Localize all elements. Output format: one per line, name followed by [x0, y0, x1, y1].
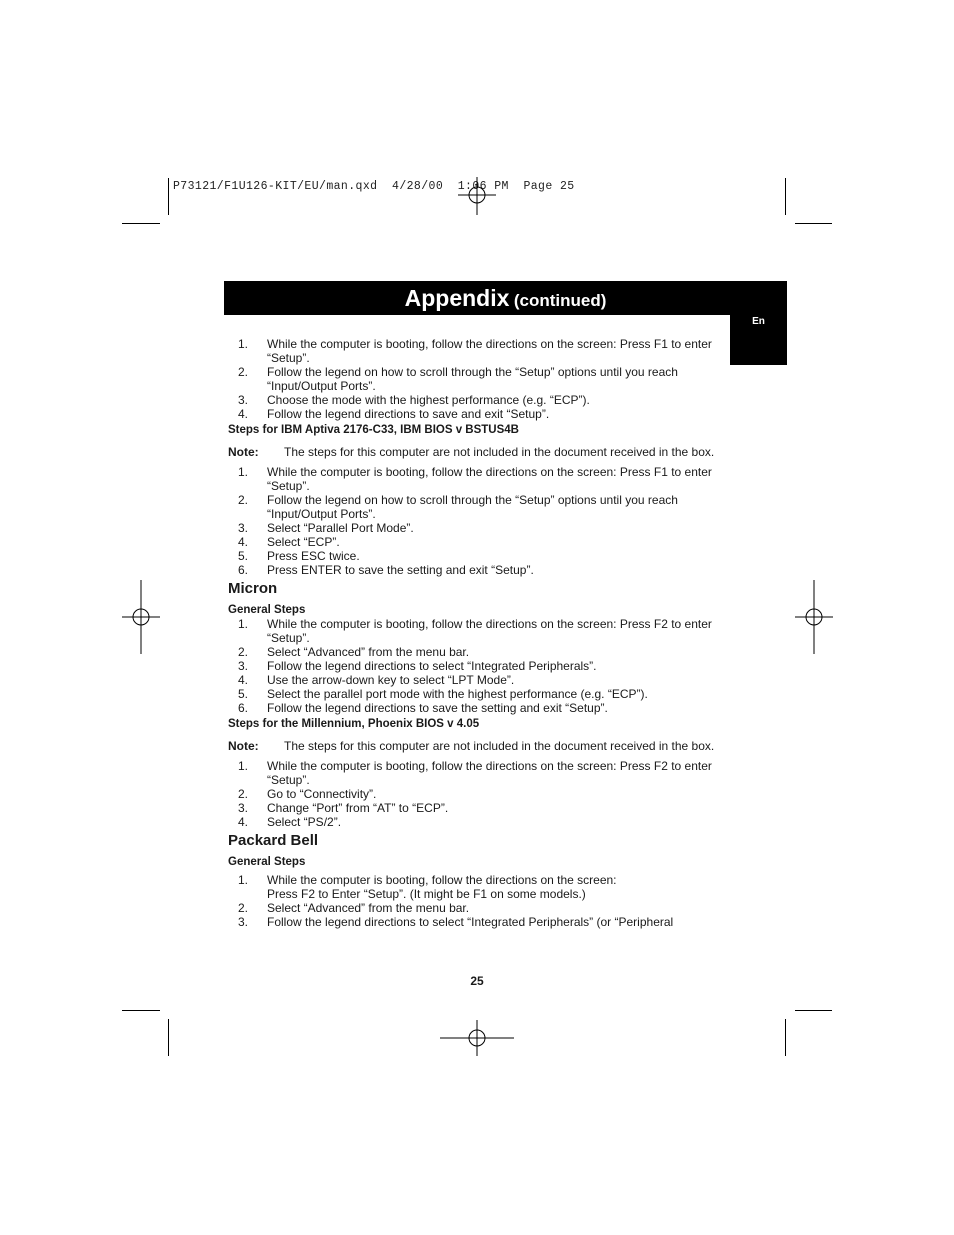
steps-list: [228, 873, 720, 929]
list-item: 4. Use the arrow-down key to select “LPT Mode”.: [238, 673, 515, 687]
title-main: Appendix: [404, 285, 510, 311]
micron-heading: Micron: [228, 580, 278, 597]
steps-list: [228, 759, 720, 829]
registration-mark-icon: [440, 1020, 514, 1056]
crop-mark: [795, 223, 832, 224]
crop-mark: [168, 1019, 169, 1056]
list-item: 4. Follow the legend directions to save and exit “Setup”.: [238, 407, 550, 421]
list-item: 3. Select “Parallel Port Mode”.: [238, 521, 414, 535]
crop-mark: [122, 1010, 160, 1011]
list-item: 1. While the computer is booting, follow the directions on the screen: Press F1 to enter “Setup”.: [238, 465, 712, 493]
list-item: 2. Go to “Connectivity”.: [238, 787, 377, 801]
note-text: The steps for this computer are not included in the document received in the box.: [284, 445, 715, 459]
list-item: 1. While the computer is booting, follow the directions on the screen: Press F1 to enter “Setup”.: [238, 337, 712, 365]
list-item: 3. Choose the mode with the highest performance (e.g. “ECP”).: [238, 393, 590, 407]
file-slug: P73121/F1U126-KIT/EU/man.qxd 4/28/00 1:06 PM Page 25: [173, 180, 575, 193]
general-steps-heading: General Steps: [228, 856, 306, 868]
crop-mark: [785, 178, 786, 215]
list-item: 2. Select “Advanced” from the menu bar.: [238, 901, 470, 915]
list-item: 1. While the computer is booting, follow the directions on the screen: Press F2 to enter “Setup”.: [238, 617, 712, 645]
list-item: 3. Follow the legend directions to select “Integrated Peripherals”.: [238, 659, 597, 673]
crop-mark: [795, 1010, 832, 1011]
note-text: The steps for this computer are not included in the document received in the box.: [284, 739, 715, 753]
section-header: [224, 281, 787, 315]
list-item: 2. Follow the legend on how to scroll through the “Setup” options until you reach “Input/Output Ports”.: [238, 365, 678, 393]
title-continued: (continued): [513, 291, 607, 310]
registration-mark-icon: [458, 177, 496, 215]
crop-mark: [168, 178, 169, 215]
list-item: 2. Follow the legend on how to scroll through the “Setup” options until you reach “Input/Output Ports”.: [238, 493, 678, 521]
page-content: [228, 337, 720, 929]
crop-mark: [785, 1019, 786, 1056]
registration-mark-icon: [122, 580, 160, 654]
list-item: 5. Press ESC twice.: [238, 549, 360, 563]
list-item: 6. Follow the legend directions to save the setting and exit “Setup”.: [238, 701, 608, 715]
list-item: 4. Select “PS/2”.: [238, 815, 342, 829]
list-item: 4. Select “ECP”.: [238, 535, 340, 549]
list-item: 1. While the computer is booting, follow the directions on the screen: Press F2 to enter “Setup”.: [238, 759, 712, 787]
list-item: 3. Change “Port” from “AT” to “ECP”.: [238, 801, 449, 815]
packard-bell-heading: Packard Bell: [228, 832, 319, 849]
list-item: 1. While the computer is booting, follow the directions on the screen: Press F2 to Enter “Setup”. (It might be F1 on some models.): [238, 873, 617, 901]
page-title: [224, 281, 787, 315]
steps-list: [228, 617, 720, 715]
crop-mark: [122, 223, 160, 224]
language-tab: [730, 315, 787, 365]
note: [228, 739, 720, 753]
list-item: 6. Press ENTER to save the setting and exit “Setup”.: [238, 563, 534, 577]
registration-mark-icon: [795, 580, 833, 654]
list-item: 5. Select the parallel port mode with the highest performance (e.g. “ECP”).: [238, 687, 648, 701]
language-label: En: [752, 316, 765, 327]
note-label: Note:: [228, 445, 259, 459]
steps-list: [228, 337, 720, 421]
general-steps-heading: General Steps: [228, 604, 306, 616]
list-item: 3. Follow the legend directions to select “Integrated Peripherals” (or “Peripheral: [238, 915, 674, 929]
ibm-steps-heading: Steps for IBM Aptiva 2176-C33, IBM BIOS v BSTUS4B: [228, 424, 519, 436]
note: [228, 445, 720, 459]
millennium-steps-heading: Steps for the Millennium, Phoenix BIOS v 4.05: [228, 718, 480, 730]
page-number: 25: [470, 974, 484, 988]
steps-list: [228, 465, 720, 577]
list-item: 2. Select “Advanced” from the menu bar.: [238, 645, 470, 659]
note-label: Note:: [228, 739, 259, 753]
